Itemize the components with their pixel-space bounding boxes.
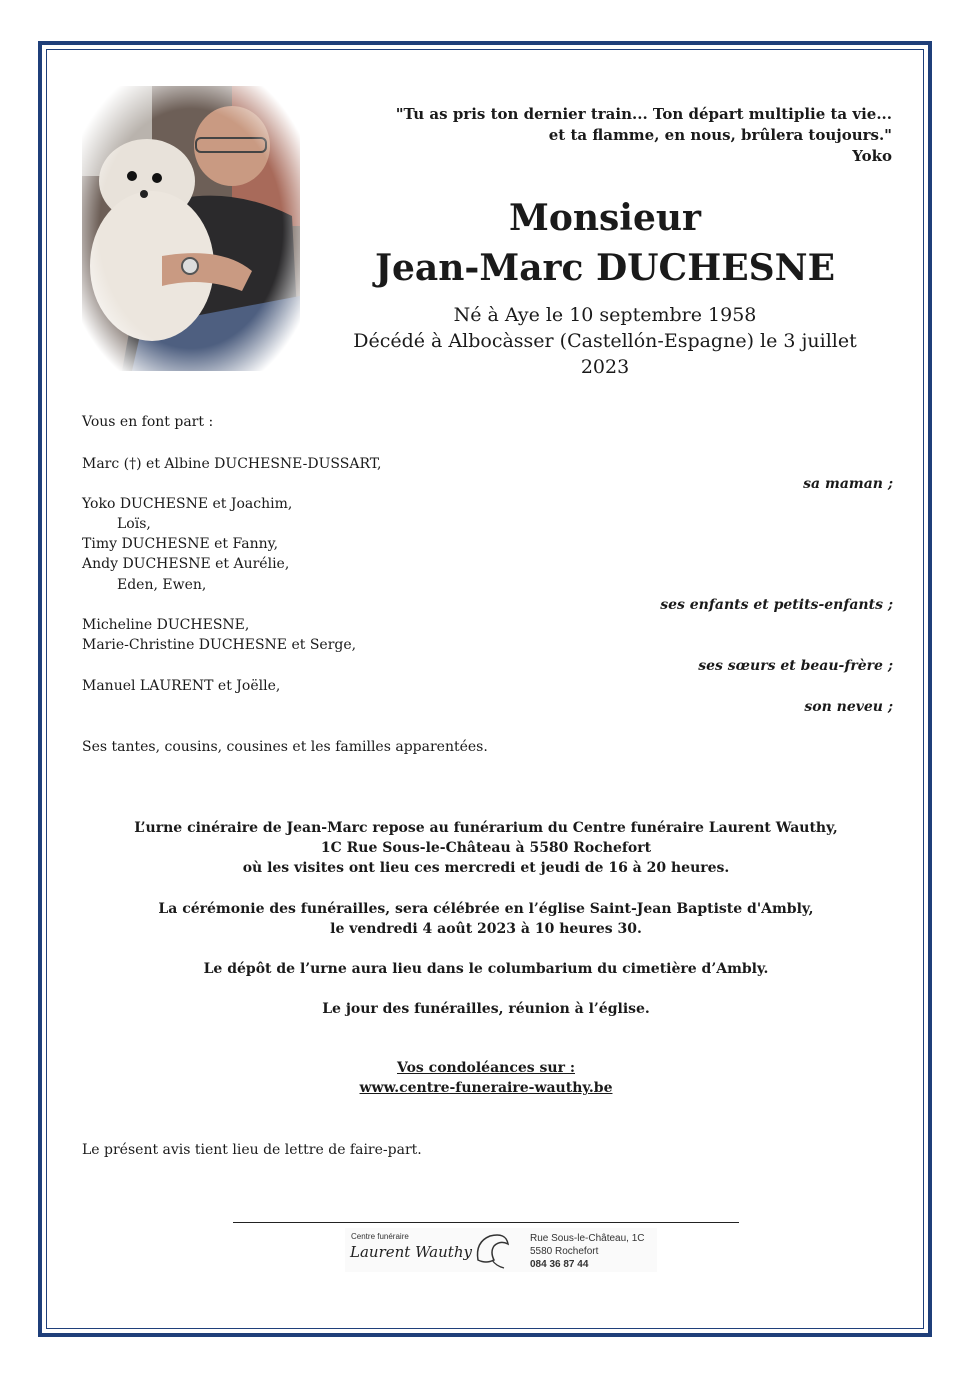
reunion-info: Le jour des funérailles, réunion à l’église.: [322, 1001, 650, 1017]
family-line-child-2: Timy DUCHESNE et Fanny,: [82, 536, 279, 552]
urn-info-line-2: 1C Rue Sous-le-Château à 5580 Rochefort: [320, 840, 652, 856]
deceased-name: Jean-Marc DUCHESNE: [374, 247, 836, 289]
footer-divider: [233, 1222, 739, 1223]
announcement-intro: Vous en font part :: [82, 414, 214, 430]
family-line-sister-2: Marie-Christine DUCHESNE et Serge,: [82, 637, 357, 653]
condolences-label: Vos condoléances sur :: [397, 1060, 575, 1076]
logo-caption: Centre funéraire: [351, 1232, 409, 1241]
honorific: Monsieur: [508, 197, 702, 239]
portrait-illustration: [82, 86, 300, 371]
funeral-info-line-2: le vendredi 4 août 2023 à 10 heures 30.: [330, 921, 642, 937]
quote-line-2: et ta flamme, en nous, brûlera toujours.": [548, 126, 892, 144]
death-info: Décédé à Albocàsser (Castellón-Espagne) le 3 juillet 2023: [353, 330, 857, 378]
relation-mother: sa maman ;: [803, 476, 893, 492]
urn-deposit-info: Le dépôt de l’urne aura lieu dans le columbarium du cimetière d’Ambly.: [203, 961, 769, 977]
memorial-quote: [396, 104, 892, 167]
urn-info-line-1: L’urne cinéraire de Jean-Marc repose au funérarium du Centre funéraire Laurent Wauthy,: [134, 820, 838, 836]
calla-lily-icon: [470, 1230, 512, 1270]
relation-nephew: son neveu ;: [804, 699, 893, 715]
quote-author: Yoko: [852, 147, 892, 165]
family-line-nephew: Manuel LAURENT et Joëlle,: [82, 678, 281, 694]
footer-address-line-1: Rue Sous-le-Château, 1C: [530, 1233, 645, 1244]
footer-address-line-2: 5580 Rochefort: [530, 1246, 599, 1257]
closing-note: Le présent avis tient lieu de lettre de faire-part.: [82, 1142, 422, 1158]
logo-script: Laurent Wauthy: [350, 1243, 472, 1261]
condolences-link-row: [60, 1078, 912, 1098]
relation-children: ses enfants et petits-enfants ;: [660, 597, 893, 613]
portrait-photo: [82, 86, 300, 371]
family-line-sister-1: Micheline DUCHESNE,: [82, 617, 250, 633]
family-line-child-3: Andy DUCHESNE et Aurélie,: [82, 556, 290, 572]
family-line-child-1: Yoko DUCHESNE et Joachim,: [82, 496, 293, 512]
urn-info-line-3: où les visites ont lieu ces mercredi et jeudi de 16 à 20 heures.: [242, 860, 730, 876]
birth-info: Né à Aye le 10 septembre 1958: [453, 304, 757, 326]
footer-phone: 084 36 87 44: [530, 1259, 589, 1270]
relation-sisters: ses sœurs et beau-frère ;: [698, 658, 893, 674]
funeral-info-line-1: La cérémonie des funérailles, sera célébrée en l’église Saint-Jean Baptiste d'Ambly,: [158, 901, 814, 917]
quote-line-1: "Tu as pris ton dernier train... Ton départ multiplie ta vie...: [395, 105, 892, 123]
family-line-grandchild-2: Eden, Ewen,: [117, 577, 207, 593]
family-line-grandchild-1: Loïs,: [117, 516, 151, 532]
condolences-link[interactable]: www.centre-funeraire-wauthy.be: [359, 1080, 613, 1096]
extended-family: Ses tantes, cousins, cousines et les familles apparentées.: [82, 739, 488, 755]
family-line-mother: Marc (†) et Albine DUCHESNE-DUSSART,: [82, 456, 382, 472]
